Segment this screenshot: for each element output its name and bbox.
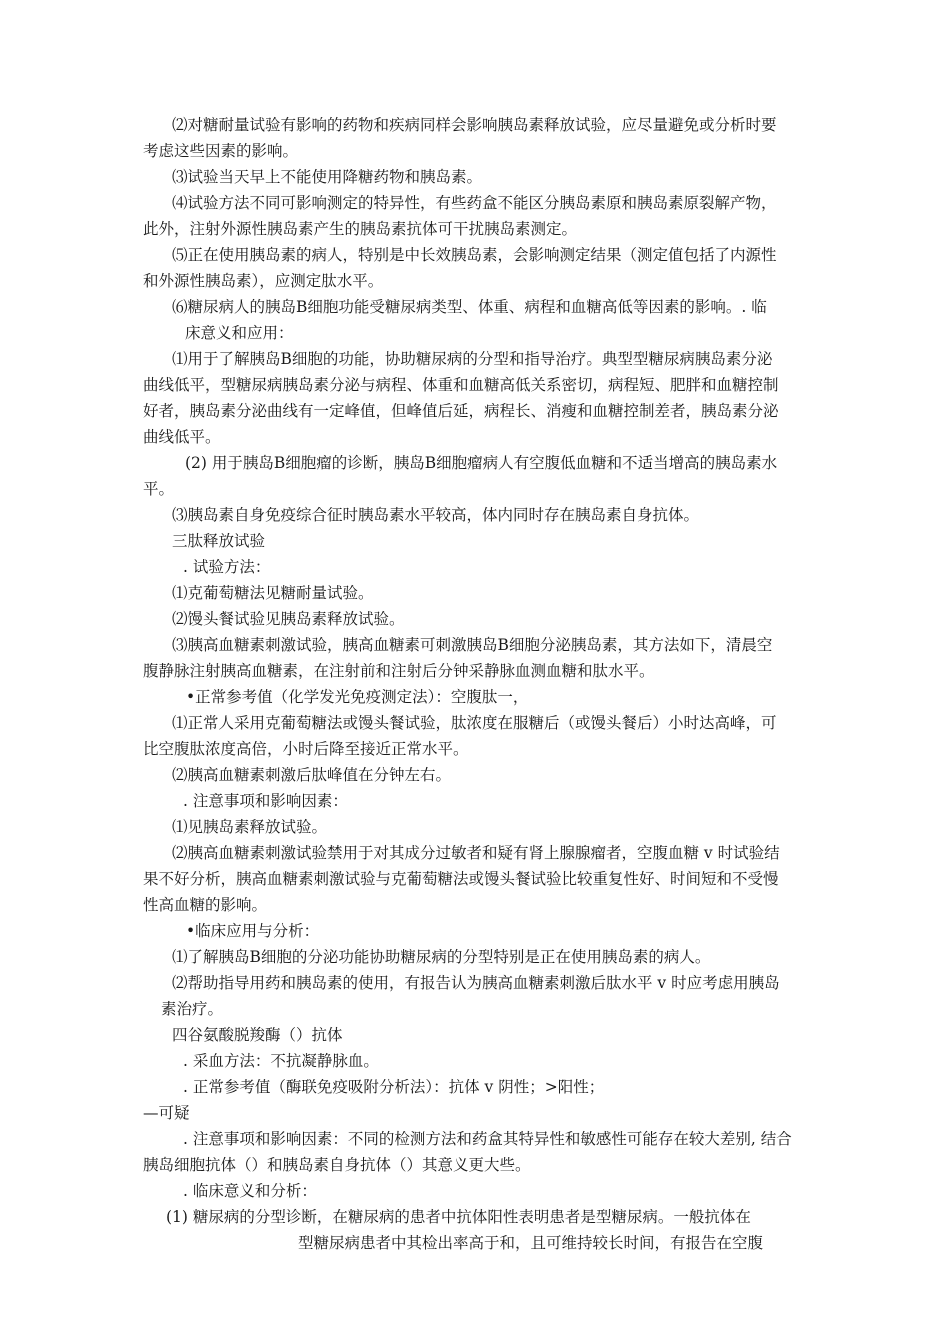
text-line: ⑴见胰岛素释放试验。 [172, 818, 328, 836]
text-line: ⑷试验方法不同可影响测定的特异性，有些药盒不能区分胰岛素原和胰岛素原裂解产物， [172, 194, 777, 212]
text-line: ⑵对糖耐量试验有影响的药物和疾病同样会影响胰岛素释放试验，应尽量避免或分析时要 [172, 116, 777, 134]
text-line: 果不好分析，胰高血糖素刺激试验与克葡萄糖法或馒头餐试验比较重复性好、时间短和不受慢 [143, 870, 779, 888]
section-heading: 三肽释放试验 [172, 532, 266, 550]
text-line: ⑴用于了解胰岛B细胞的功能，协助糖尿病的分型和指导治疗。典型型糖尿病胰岛素分泌 [172, 350, 773, 368]
text-line: 考虑这些因素的影响。 [143, 142, 299, 160]
text-line: ⑵帮助指导用药和胰岛素的使用，有报告认为胰高血糖素刺激后肽水平 v 时应考虑用胰岛 [172, 974, 780, 992]
text-line: 比空腹肽浓度高倍，小时后降至接近正常水平。 [143, 740, 469, 758]
text-line: (1) 糖尿病的分型诊断，在糖尿病的患者中抗体阳性表明患者是型糖尿病。一般抗体在 [166, 1208, 751, 1226]
text-line: ⑵胰高血糖素刺激后肽峰值在分钟左右。 [172, 766, 452, 784]
text-line: ⑴克葡萄糖法见糖耐量试验。 [172, 584, 374, 602]
text-line: 素治疗。 [161, 1000, 224, 1018]
text-line: . 正常参考值（酶联免疫吸附分析法）：抗体 v 阴性；>阳性； [183, 1078, 605, 1096]
text-line: ⑴了解胰岛B细胞的分泌功能协助糖尿病的分型特别是正在使用胰岛素的病人。 [172, 948, 711, 966]
text-line: 腹静脉注射胰高血糖素，在注射前和注射后分钟采静脉血测血糖和肽水平。 [143, 662, 655, 680]
text-line: . 临床意义和分析： [183, 1182, 317, 1200]
text-line: 好者，胰岛素分泌曲线有一定峰值，但峰值后延，病程长、消瘦和血糖控制差者，胰岛素分泌 [143, 402, 779, 420]
text-line: 性高血糖的影响。 [143, 896, 268, 914]
text-line: ⑶胰岛素自身免疫综合征时胰岛素水平较高，体内同时存在胰岛素自身抗体。 [172, 506, 700, 524]
text-line: 胰岛细胞抗体（）和胰岛素自身抗体（）其意义更大些。 [143, 1156, 531, 1174]
text-line: . 采血方法：不抗凝静脉血。 [183, 1052, 379, 1070]
text-line: ⑶试验当天早上不能使用降糖药物和胰岛素。 [172, 168, 483, 186]
text-line: ⑴正常人采用克葡萄糖法或馒头餐试验，肽浓度在服糖后（或馒头餐后）小时达高峰，可 [172, 714, 777, 732]
text-line: 平。 [143, 480, 175, 498]
text-line: 曲线低平，型糖尿病胰岛素分泌与病程、体重和血糖高低关系密切，病程短、肥胖和血糖控制 [143, 376, 779, 394]
text-line: 和外源性胰岛素），应测定肽水平。 [143, 272, 384, 290]
text-line: 型糖尿病患者中其检出率高于和，且可维持较长时间，有报告在空腹 [298, 1234, 764, 1252]
text-line: ⑵馒头餐试验见胰岛素释放试验。 [172, 610, 405, 628]
text-line: 此外，注射外源性胰岛素产生的胰岛素抗体可干扰胰岛素测定。 [143, 220, 578, 238]
section-heading: 四谷氨酸脱羧酶（）抗体 [172, 1026, 343, 1044]
text-line: ⑵胰高血糖素刺激试验禁用于对其成分过敏者和疑有肾上腺腺瘤者，空腹血糖 v 时试验结 [172, 844, 780, 862]
text-line: 床意义和应用： [185, 324, 294, 342]
text-line: —可疑 [143, 1104, 190, 1122]
text-line: . 注意事项和影响因素： [183, 792, 348, 810]
text-line: ⑹糖尿病人的胰岛B细胞功能受糖尿病类型、体重、病程和血糖高低等因素的影响。. 临 [172, 298, 767, 316]
text-line: (2) 用于胰岛B细胞瘤的诊断，胰岛B细胞瘤病人有空腹低血糖和不适当增高的胰岛素水 [185, 454, 778, 472]
text-line: •正常参考值（化学发光免疫测定法）：空腹肽一， [186, 688, 529, 706]
text-line: 曲线低平。 [143, 428, 221, 446]
text-line: ⑸正在使用胰岛素的病人，特别是中长效胰岛素，会影响测定结果（测定值包括了内源性 [172, 246, 777, 264]
text-line: . 注意事项和影响因素：不同的检测方法和药盒其特异性和敏感性可能存在较大差别, 结合 [183, 1130, 792, 1148]
text-line: •临床应用与分析： [186, 922, 320, 940]
text-line: . 试验方法： [183, 558, 271, 576]
text-line: ⑶胰高血糖素刺激试验，胰高血糖素可刺激胰岛B细胞分泌胰岛素，其方法如下，清晨空 [172, 636, 773, 654]
